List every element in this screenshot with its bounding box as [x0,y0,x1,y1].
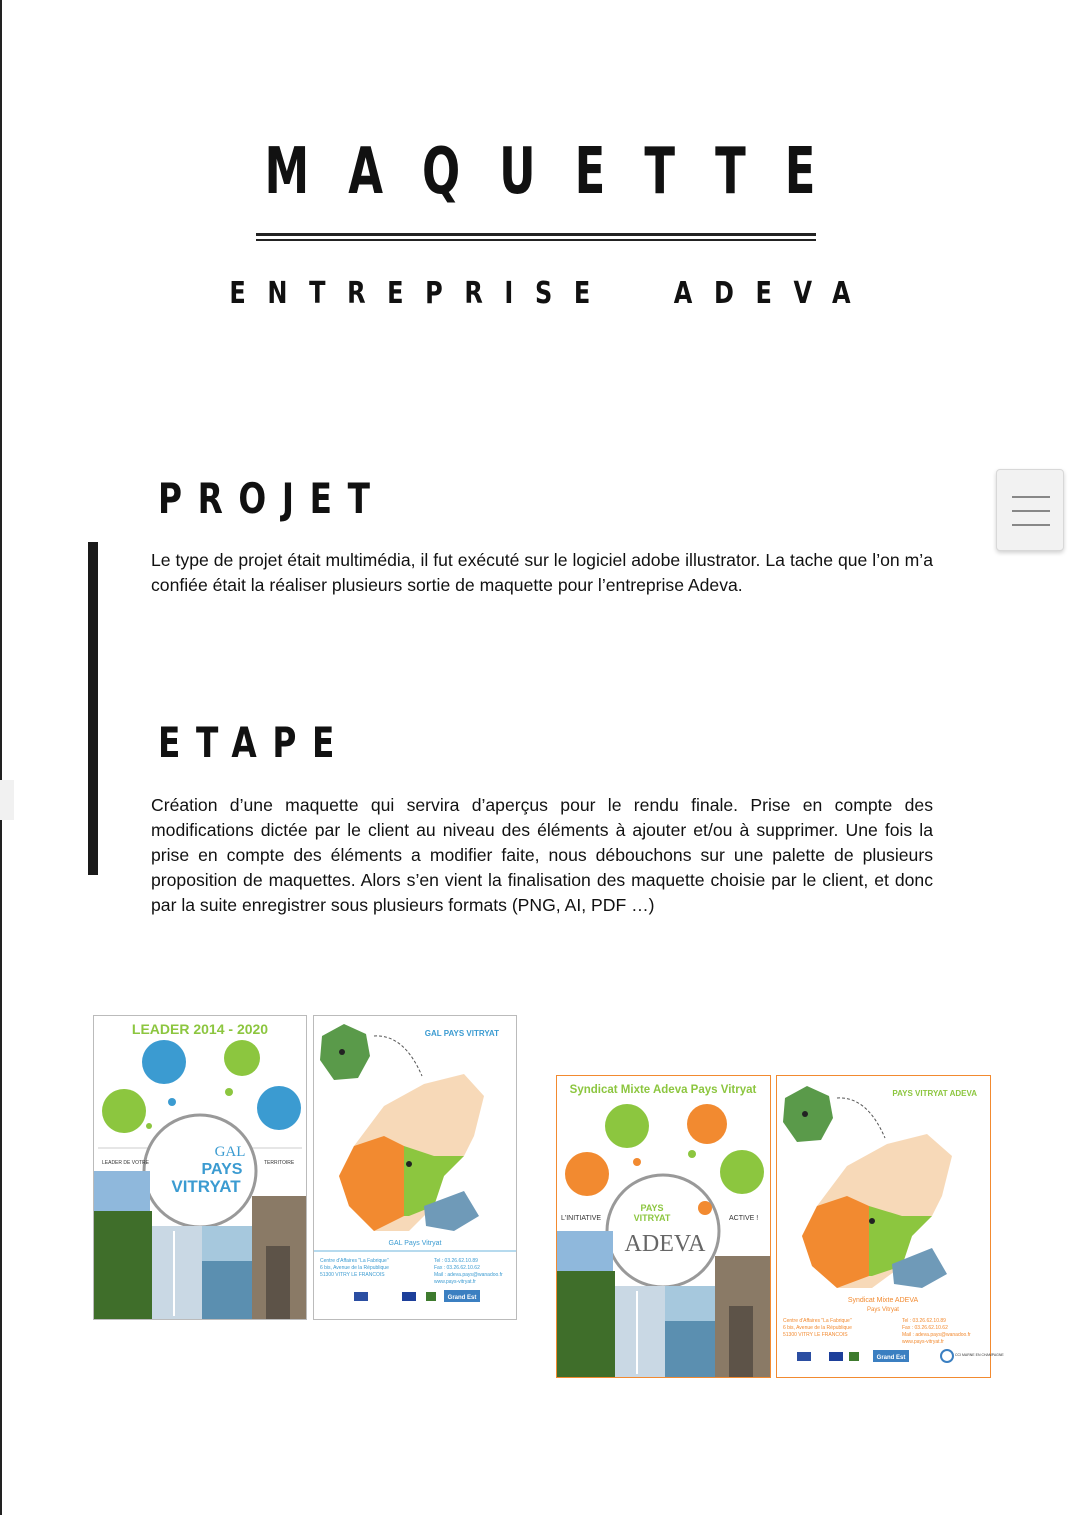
mockup1-front-image [93,1015,307,1320]
mockup1-web: www.pays-vitryat.fr [434,1279,476,1285]
mockup1-back-image [313,1015,517,1320]
mockup1-address: Centre d'Affaires "La Fabrique" [320,1258,389,1264]
hamburger-menu-button[interactable] [996,469,1064,551]
title-rule-top [256,233,816,236]
mockup2-left-tag: L'INITIATIVE [561,1215,602,1222]
section-vertical-bar [88,542,98,875]
mockup2-footer-title: Syndicat Mixte ADEVA [847,1297,919,1304]
section-text-projet: Le type de projet était multimédia, il fut exécuté sur le logiciel adobe illustrator. La tache que l’on m’a confiée était la réaliser plusieurs sortie de maquette pour l’entreprise Adeva. [151,550,933,595]
mockup1-address2: 6 bis, Avenue de la République [320,1265,389,1271]
mockup2-logo-pays: PAYS [640,1203,664,1213]
mockup1-right-tag: TERRITOIRE [264,1160,295,1166]
mockup2-web: www.pays-vitryat.fr [902,1339,944,1345]
mockup2-partner2: CCI MARNE EN CHAMPAGNE [955,1353,1004,1357]
mockup1-logo-gal: GAL [214,1144,246,1160]
mockup2-address3: 51300 VITRY LE FRANCOIS [783,1332,848,1338]
mockup2-footer-title2: Pays Vitryat [867,1307,899,1313]
mockup1-logo-pays: PAYS [201,1161,243,1178]
mockup2-front-image [556,1075,771,1378]
section-heading-projet: PROJET [158,474,386,523]
mockup2-address2: 6 bis, Avenue de la République [783,1325,852,1331]
mockup1-back-logo: GAL PAYS VITRYAT [424,1029,499,1038]
mockup1-footer-title: GAL Pays Vitryat [388,1240,442,1247]
mockup1-banner: LEADER 2014 - 2020 [131,1021,269,1037]
page-subtitle: ENTREPRISE ADEVA [229,276,873,311]
mockup1-mail: Mail : adeva.pays@wanadoo.fr [434,1272,503,1278]
mockup2-right-tag: ACTIVE ! [729,1215,759,1222]
page-left-edge [0,0,2,1515]
mockup2-mail: Mail : adeva.pays@wanadoo.fr [902,1332,971,1338]
mockup2-phone: Tel : 03.26.62.10.89 [902,1318,946,1324]
mockup2-banner: Syndicat Mixte Adeva Pays Vitryat [569,1084,757,1096]
section-text-etape: Création d’une maquette qui servira d’aperçus pour le rendu finale. Prise en compte des modifications dictée par le client au niveau des éléments à ajouter et/ou à supprimer. Une fois la prise en compte des éléments a modifier faite, nous débouchons sur une palette de plusieurs proposition de maquettes. Alors s’en vient la finalisation des maquette choisie par le client, et donc par la suite enregistrer sous plusieurs formats (PNG, AI, PDF …) [151,795,933,915]
mockup1-fax: Fax : 03.26.62.10.62 [434,1265,480,1271]
mockup2-logo-vitryat: VITRYAT [633,1213,671,1223]
side-tab [0,780,14,820]
mockup2-partner: Grand Est [876,1355,906,1361]
mockup1-left-tag: LEADER DE VOTRE [102,1160,149,1166]
hamburger-menu-icon [1012,496,1050,498]
section-heading-etape: ETAPE [158,718,350,767]
mockup2-back-image [776,1075,1004,1378]
mockup1-address3: 51300 VITRY LE FRANCOIS [320,1272,385,1278]
mockup2-logo-adeva: ADEVA [624,1231,706,1257]
mockup2-fax: Fax : 03.26.62.10.62 [902,1325,948,1331]
page-title: MAQUETTE [264,135,855,209]
mockup2-address: Centre d'Affaires "La Fabrique" [783,1318,852,1324]
title-rule-bottom [256,239,816,241]
mockup1-phone: Tel : 03.26.62.10.89 [434,1258,478,1264]
mockup1-partner: Grand Est [447,1295,477,1301]
mockup2-back-logo: PAYS VITRYAT ADEVA [892,1089,977,1098]
mockup1-logo-vitryat: VITRYAT [171,1177,241,1196]
